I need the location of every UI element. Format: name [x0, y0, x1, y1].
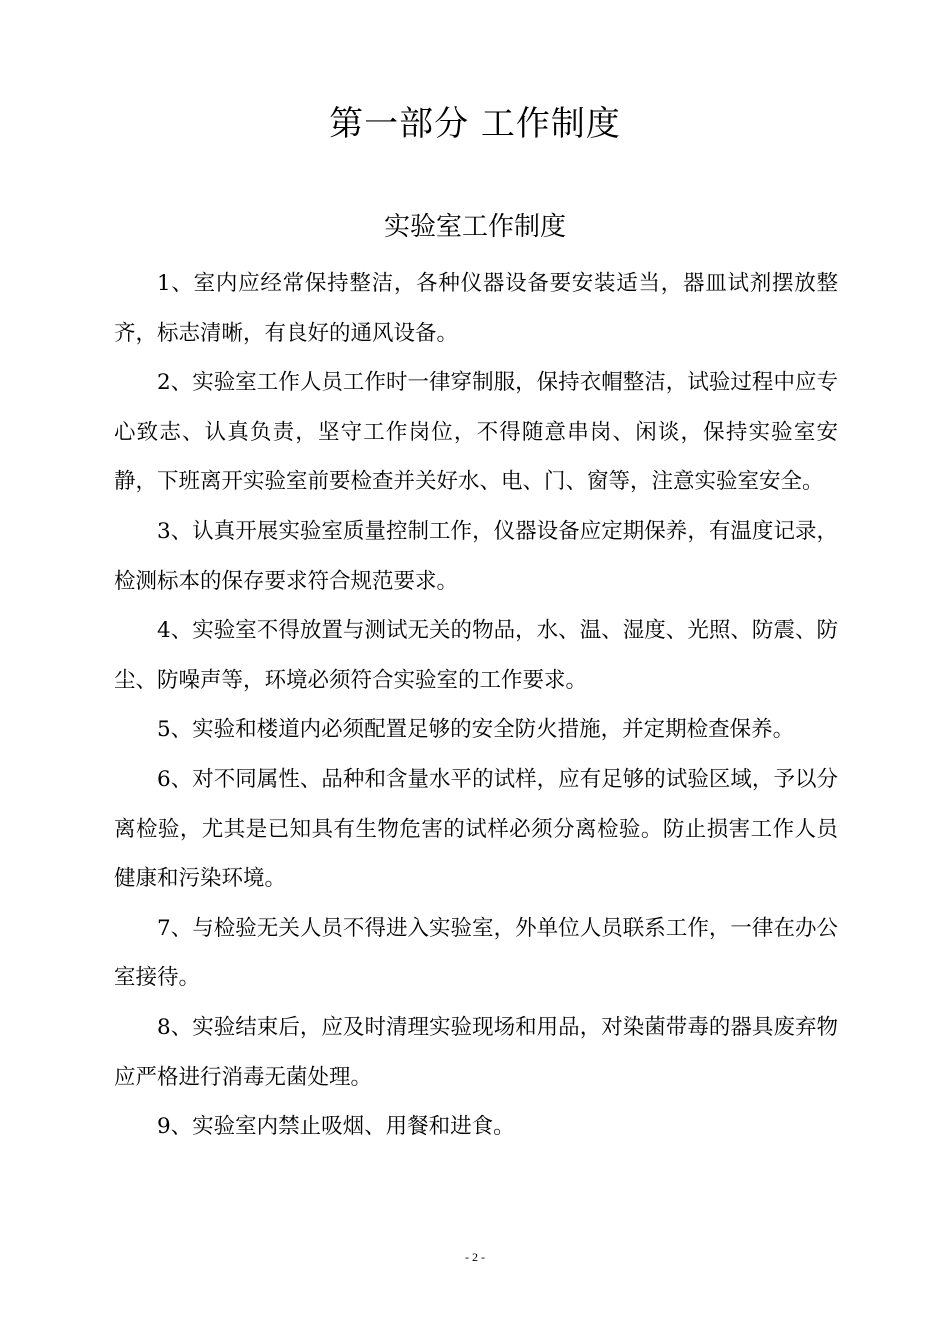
part-title: 第一部分 工作制度 — [329, 104, 621, 144]
regulation-item-3: 3、认真开展实验室质量控制工作，仪器设备应定期保养，有温度记录，检测标本的保存要求符合规范要求。 — [114, 518, 838, 594]
regulation-item-2: 2、实验室工作人员工作时一律穿制服，保持衣帽整洁，试验过程中应专心致志、认真负责，坚守工作岗位，不得随意串岗、闲谈，保持实验室安静，下班离开实验室前要检查并关好水、电、门、窗等，注意实验室安全。 — [114, 370, 838, 495]
regulation-item-8: 8、实验结束后，应及时清理实验现场和用品，对染菌带毒的器具废弃物应严格进行消毒无菌处理。 — [114, 1014, 838, 1090]
regulation-item-4: 4、实验室不得放置与测试无关的物品，水、温、湿度、光照、防震、防尘、防噪声等，环境必须符合实验室的工作要求。 — [114, 618, 838, 693]
regulation-body — [114, 259, 838, 1152]
regulation-item-5: 5、实验和楼道内必须配置足够的安全防火措施，并定期检查保养。 — [157, 717, 795, 743]
regulation-item-6: 6、对不同属性、品种和含量水平的试样，应有足够的试验区域，予以分离检验，尤其是已知具有生物危害的试样必须分离检验。防止损害工作人员健康和污染环境。 — [114, 766, 838, 892]
regulation-item-1: 1、室内应经常保持整洁，各种仪器设备要安装适当，器皿试剂摆放整齐，标志清晰，有良好的通风设备。 — [114, 271, 838, 346]
regulation-item-7: 7、与检验无关人员不得进入实验室，外单位人员联系工作，一律在办公室接待。 — [114, 915, 838, 991]
page-number: - 2 - — [465, 1250, 485, 1264]
regulation-item-9: 9、实验室内禁止吸烟、用餐和进食。 — [157, 1114, 515, 1140]
section-title: 实验室工作制度 — [383, 212, 566, 242]
